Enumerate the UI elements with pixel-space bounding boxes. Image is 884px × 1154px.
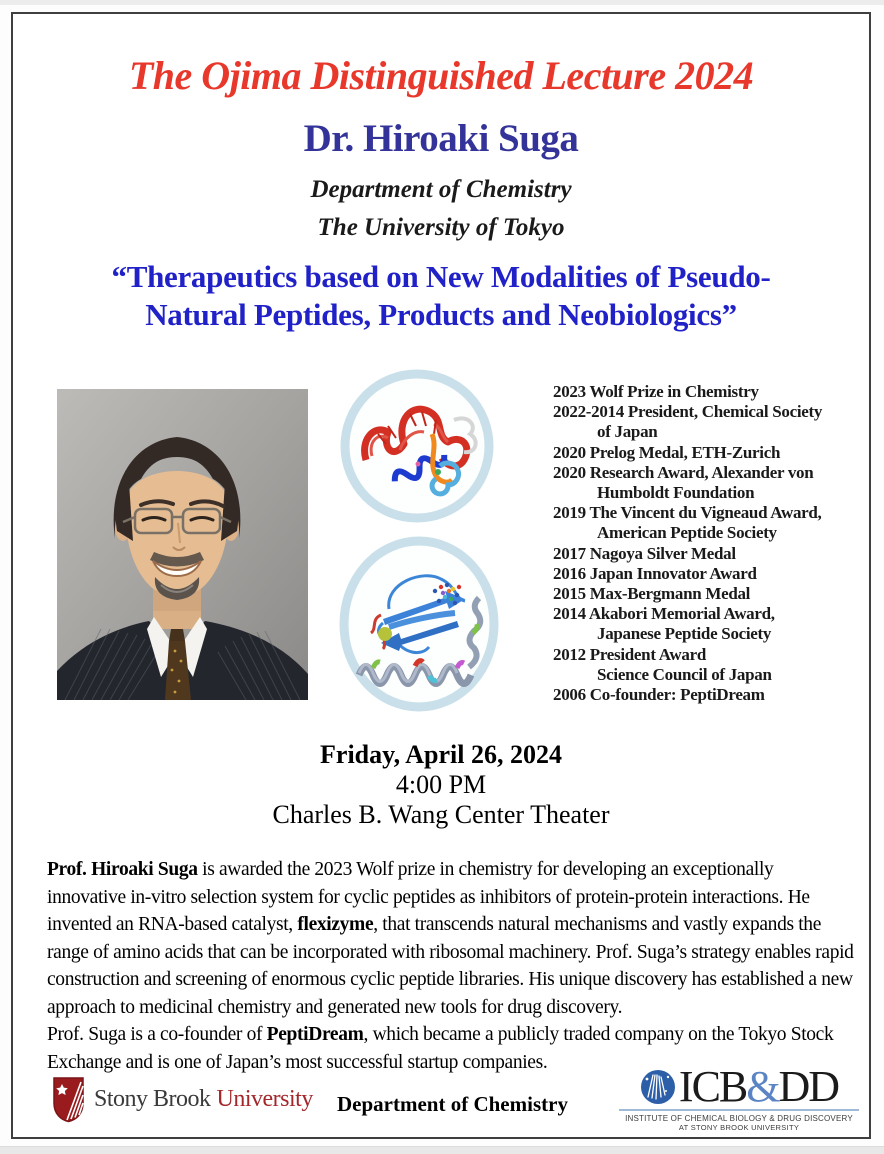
icbdd-logo-row <box>611 1062 867 1111</box>
event-time: 4:00 PM <box>395 770 487 799</box>
event-venue: Charles B. Wang Center Theater <box>272 800 610 829</box>
award-item: 2022-2014 President, Chemical Society <box>553 402 823 422</box>
icbdd-acronym <box>678 1062 839 1111</box>
award-item: 2020 Research Award, Alexander von <box>553 462 814 482</box>
poster-page <box>11 12 871 1139</box>
award-item: 2012 President Award <box>553 644 706 664</box>
award-item: 2016 Japan Innovator Award <box>553 563 757 583</box>
talk-title-line2: Natural Peptides, Products and Neobiologics” <box>145 297 737 332</box>
event-details <box>13 740 869 830</box>
speaker-portrait-photo <box>57 389 308 700</box>
talk-title-line1: “Therapeutics based on New Modalities of Pseudo- <box>111 259 771 294</box>
award-item: of Japan <box>597 422 658 442</box>
protein-structure-image <box>337 535 501 713</box>
icbdd-caption-line2: AT STONY BROOK UNIVERSITY <box>678 1123 800 1132</box>
icbdd-acronym-amp: & <box>746 1062 779 1111</box>
rna-structure-badge <box>338 368 496 525</box>
series-title: The Ojima Distinguished Lecture 2024 <box>128 53 754 98</box>
award-item: 2020 Prelog Medal, ETH-Zurich <box>553 442 781 462</box>
award-item: 2006 Co-founder: PeptiDream <box>553 685 765 705</box>
award-item: Science Council of Japan <box>597 664 772 684</box>
bio-paragraph: Prof. Suga is a co-founder of PeptiDream, which became a publicly traded company on the Tokyo Stock Exchange and is one of Japan’s most successful startup companies. <box>47 1024 834 1073</box>
award-item: 2023 Wolf Prize in Chemistry <box>553 382 759 401</box>
icbdd-caption-line1: INSTITUTE OF CHEMICAL BIOLOGY & DRUG DISCOVERY <box>625 1114 853 1123</box>
footer-department-label: Department of Chemistry <box>337 1092 568 1116</box>
speaker-department: Department of Chemistry <box>310 176 572 203</box>
speaker-name: Dr. Hiroaki Suga <box>303 117 579 160</box>
event-date: Friday, April 26, 2024 <box>320 740 562 769</box>
sbu-wordmark-stonybrook: Stony Brook <box>94 1086 211 1112</box>
viewer-gray-strip-top <box>0 0 884 5</box>
stony-brook-wordmark <box>94 1086 313 1113</box>
award-item: 2014 Akabori Memorial Award, <box>553 604 775 624</box>
award-item: 2019 The Vincent du Vigneaud Award, <box>553 503 822 523</box>
stony-brook-shield-icon <box>52 1076 85 1123</box>
icbdd-logo <box>611 1062 867 1132</box>
sbu-wordmark-university: University <box>216 1086 313 1112</box>
award-item: 2015 Max-Bergmann Medal <box>553 584 751 604</box>
award-item: Japanese Peptide Society <box>597 624 772 644</box>
bio-paragraph: Prof. Hiroaki Suga is awarded the 2023 Wolf prize in chemistry for developing an exceptionally innovative in-vitro selection system for cyclic peptides as inhibitors of protein-protein interactions. He invented an RNA-based catalyst, flexizyme, that transcends natural mechanisms and vastly expands the range of amino acids that can be incorporated with ribosomal machinery. Prof. Suga’s strategy enables rapid construction and screening of enormous cyclic peptide libraries. His unique discovery has established a new approach to medicinal chemistry and generated new tools for drug discovery. <box>47 859 854 1018</box>
icbdd-comet-icon <box>640 1069 676 1105</box>
portrait-illustration <box>57 389 308 700</box>
stony-brook-logo <box>52 1076 313 1123</box>
award-item: Humboldt Foundation <box>597 483 755 503</box>
talk-title <box>13 258 869 334</box>
speaker-university: The University of Tokyo <box>317 214 565 241</box>
viewer-gray-strip-bottom <box>0 1146 884 1154</box>
bio-text <box>47 856 854 1076</box>
award-item: American Peptide Society <box>597 523 777 543</box>
rna-structure-image <box>338 368 496 525</box>
awards-list <box>553 382 878 705</box>
protein-structure-badge <box>337 535 501 713</box>
award-item: 2017 Nagoya Silver Medal <box>553 543 736 563</box>
icbdd-acronym-icb: ICB <box>678 1062 747 1111</box>
icbdd-acronym-dd: DD <box>778 1062 839 1111</box>
